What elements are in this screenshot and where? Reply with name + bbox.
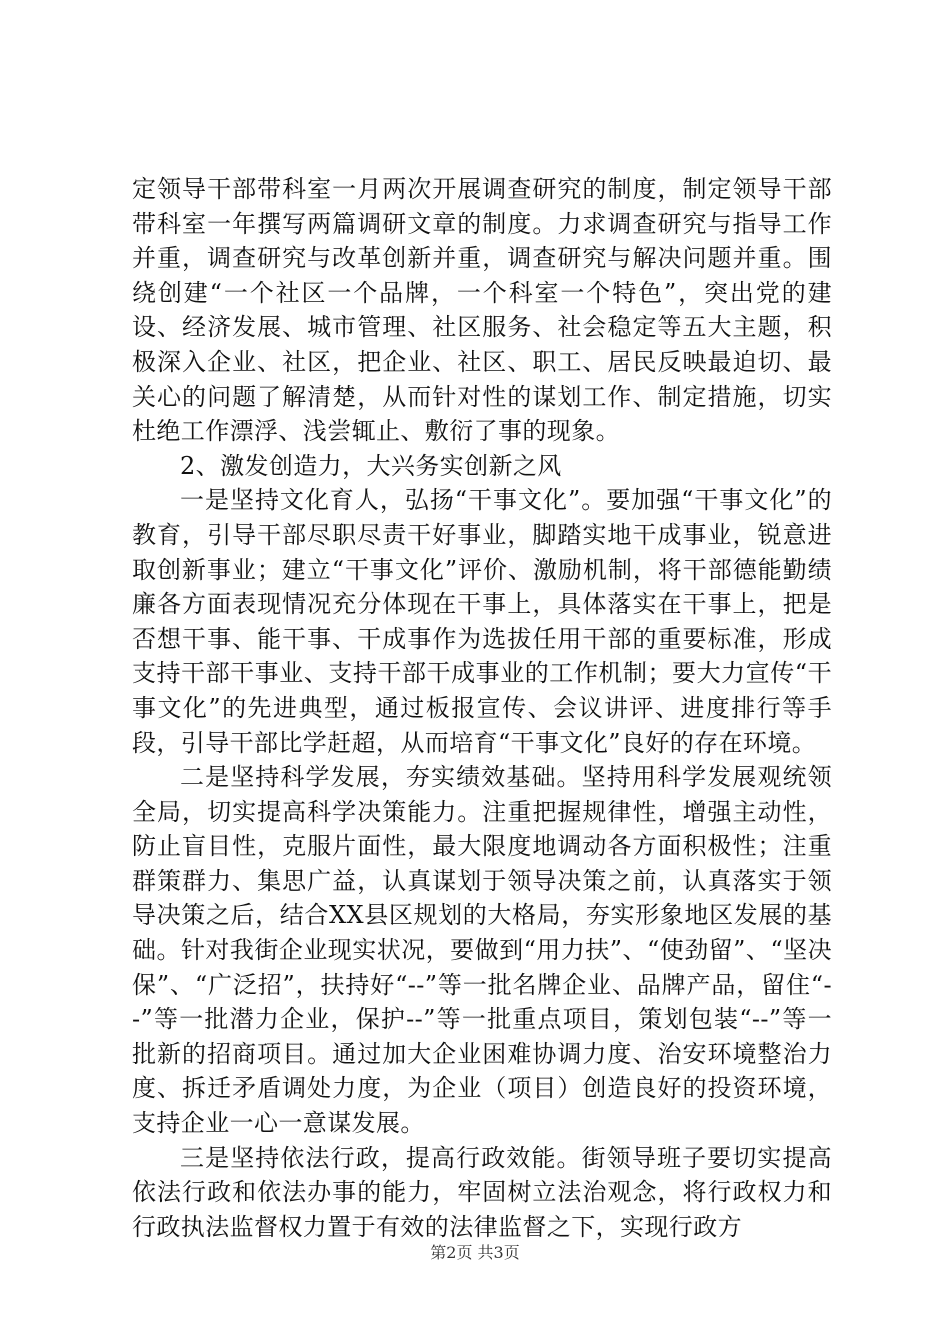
paragraph-continuation: 定领导干部带科室一月两次开展调查研究的制度，制定领导干部带科室一年撰写两篇调研文章的制度。力求调查研究与指导工作并重，调查研究与改革创新并重，调查研究与解决问题并重。围绕创建“一个社区一个品牌，一个科室一个特色”，突出党的建设、经济发展、城市管理、社区服务、社会稳定等五大主题，积极深入企业、社区，把企业、社区、职工、居民反映最迫切、最关心的问题了解清楚，从而针对性的谋划工作、制定措施，切实杜绝工作漂浮、浅尝辄止、敷衍了事的现象。 — [132, 175, 832, 446]
section-heading: 2、激发创造力，大兴务实创新之风 — [180, 451, 562, 480]
paragraph-culture: 一是坚持文化育人，弘扬“干事文化”。要加强“干事文化”的教育，引导干部尽职尽责干好事业，脚踏实地干成事业，锐意进取创新事业；建立“干事文化”评价、激励机制，将干部德能勤绩廉各方面表现情况充分体现在干事上，具体落实在干事上，把是否想干事、能干事、干成事作为选拔任用干部的重要标准，形成支持干部干事业、支持干部干成事业的工作机制；要大力宣传“干事文化”的先进典型，通过板报宣传、会议讲评、进度排行等手段，引导干部比学赶超，从而培育“干事文化”良好的存在环境。 — [132, 486, 832, 757]
page-footer: 第2页 共3页 — [430, 1243, 520, 1262]
paragraph-development: 二是坚持科学发展，夯实绩效基础。坚持用科学发展观统领全局，切实提高科学决策能力。注重把握规律性，增强主动性，防止盲目性，克服片面性，最大限度地调动各方面积极性；注重群策群力、集思广益，认真谋划于领导决策之前，认真落实于领导决策之后，结合XX县区规划的大格局，夯实形象地区发展的基础。针对我街企业现实状况，要做到“用力扶”、“使劲留”、“坚决保”、“广泛招”，扶持好“--”等一批名牌企业、品牌产品，留住“--”等一批潜力企业，保护--”等一批重点项目，策划包装“--”等一批新的招商项目。通过加大企业困难协调力度、治安环境整治力度、拆迁矛盾调处力度，为企业（项目）创造良好的投资环境，支持企业一心一意谋发展。 — [132, 763, 832, 1138]
document-body — [132, 172, 832, 1244]
paragraph-law: 三是坚持依法行政，提高行政效能。街领导班子要切实提高依法行政和依法办事的能力，牢固树立法治观念，将行政权力和行政执法监督权力置于有效的法律监督之下，实现行政方 — [132, 1143, 832, 1241]
